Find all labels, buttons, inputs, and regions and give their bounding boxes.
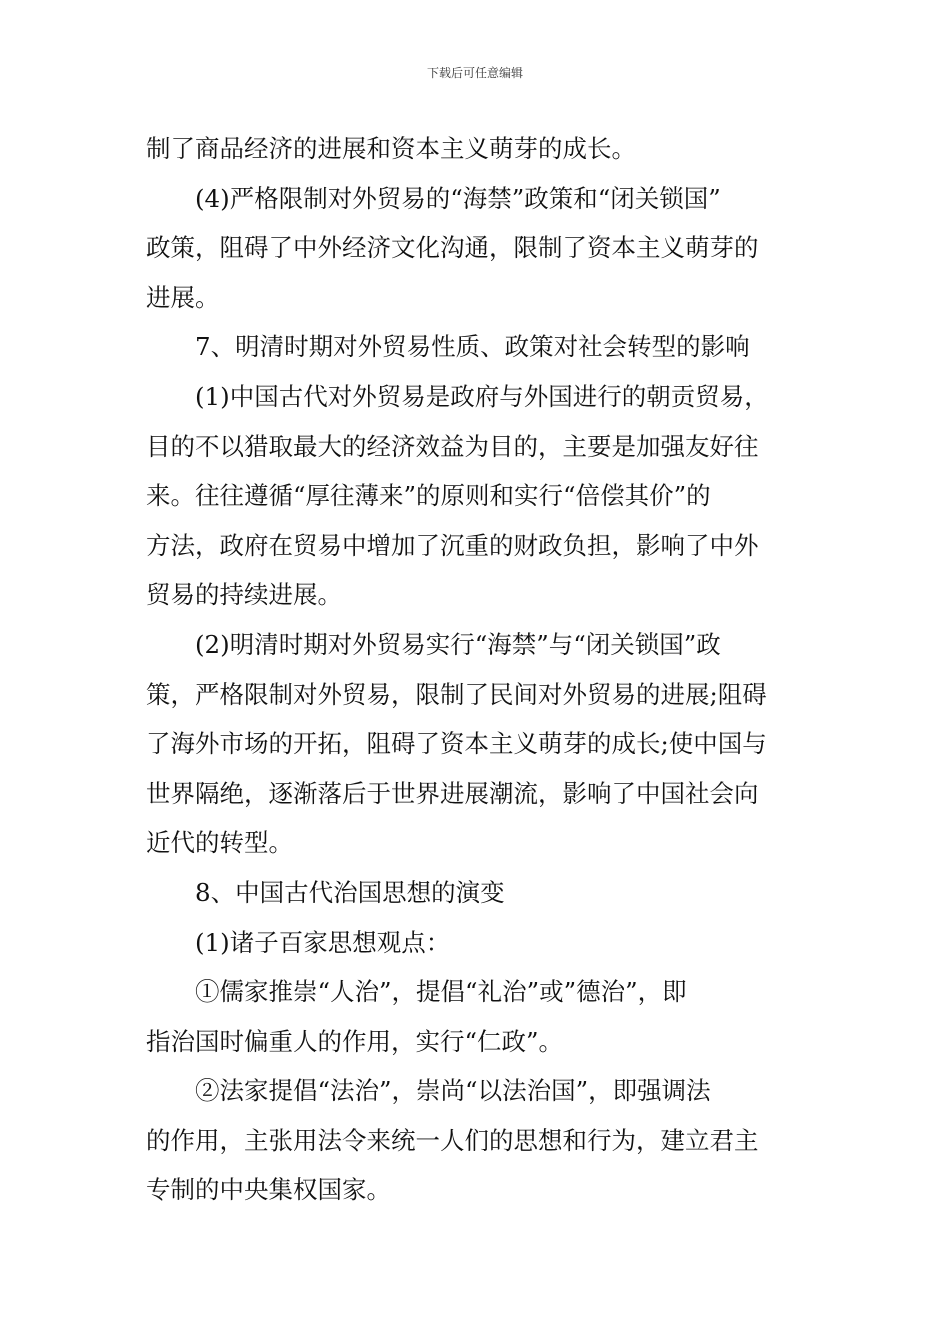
text-line: 专制的中央集权国家。 [146,1175,391,1205]
text-line: (2)明清时期对外贸易实行“海禁”与“闭关锁国”政 [195,629,721,659]
text-line: 来。往往遵循“厚往薄来”的原则和实行“倍偿其价”的 [146,481,711,511]
text-line: 世界隔绝，逐渐落后于世界进展潮流，影响了中国社会向 [146,778,759,808]
text-line: (1)中国古代对外贸易是政府与外国进行的朝贡贸易， [195,381,769,411]
text-line: 目的不以猎取最大的经济效益为目的，主要是加强友好往 [146,431,759,461]
page-header: 下载后可任意编辑 [426,66,523,80]
text-line: 策，严格限制对外贸易，限制了民间对外贸易的进展;阻碍 [146,679,767,709]
text-line: (4)严格限制对外贸易的“海禁”政策和“闭关锁国” [195,183,721,213]
text-line: 政策，阻碍了中外经济文化沟通，限制了资本主义萌芽的 [146,233,759,263]
text-line: 的作用，主张用法令来统一人们的思想和行为，建立君主 [146,1125,759,1155]
text-line: 了海外市场的开拓，阻碍了资本主义萌芽的成长;使中国与 [146,729,767,759]
document-body [146,124,810,1215]
text-line: 方法，政府在贸易中增加了沉重的财政负担，影响了中外 [146,530,759,560]
text-line: 指治国时偏重人的作用，实行“仁政”。 [146,1026,564,1056]
text-line: 制了商品经济的进展和资本主义萌芽的成长。 [146,134,636,163]
text-line: 贸易的持续进展。 [146,580,342,610]
text-line: ①儒家推崇“人治”，提倡“礼治”或”德治”，即 [195,977,687,1007]
text-line: (1)诸子百家思想观点： [195,927,451,957]
text-line: ②法家提倡“法治”，崇尚“以法治国”，即强调法 [195,1076,711,1106]
text-line: 8、中国古代治国思想的演变 [195,877,505,907]
text-line: 7、明清时期对外贸易性质、政策对社会转型的影响 [195,332,750,362]
text-line: 进展。 [146,282,220,312]
text-line: 近代的转型。 [146,828,293,858]
